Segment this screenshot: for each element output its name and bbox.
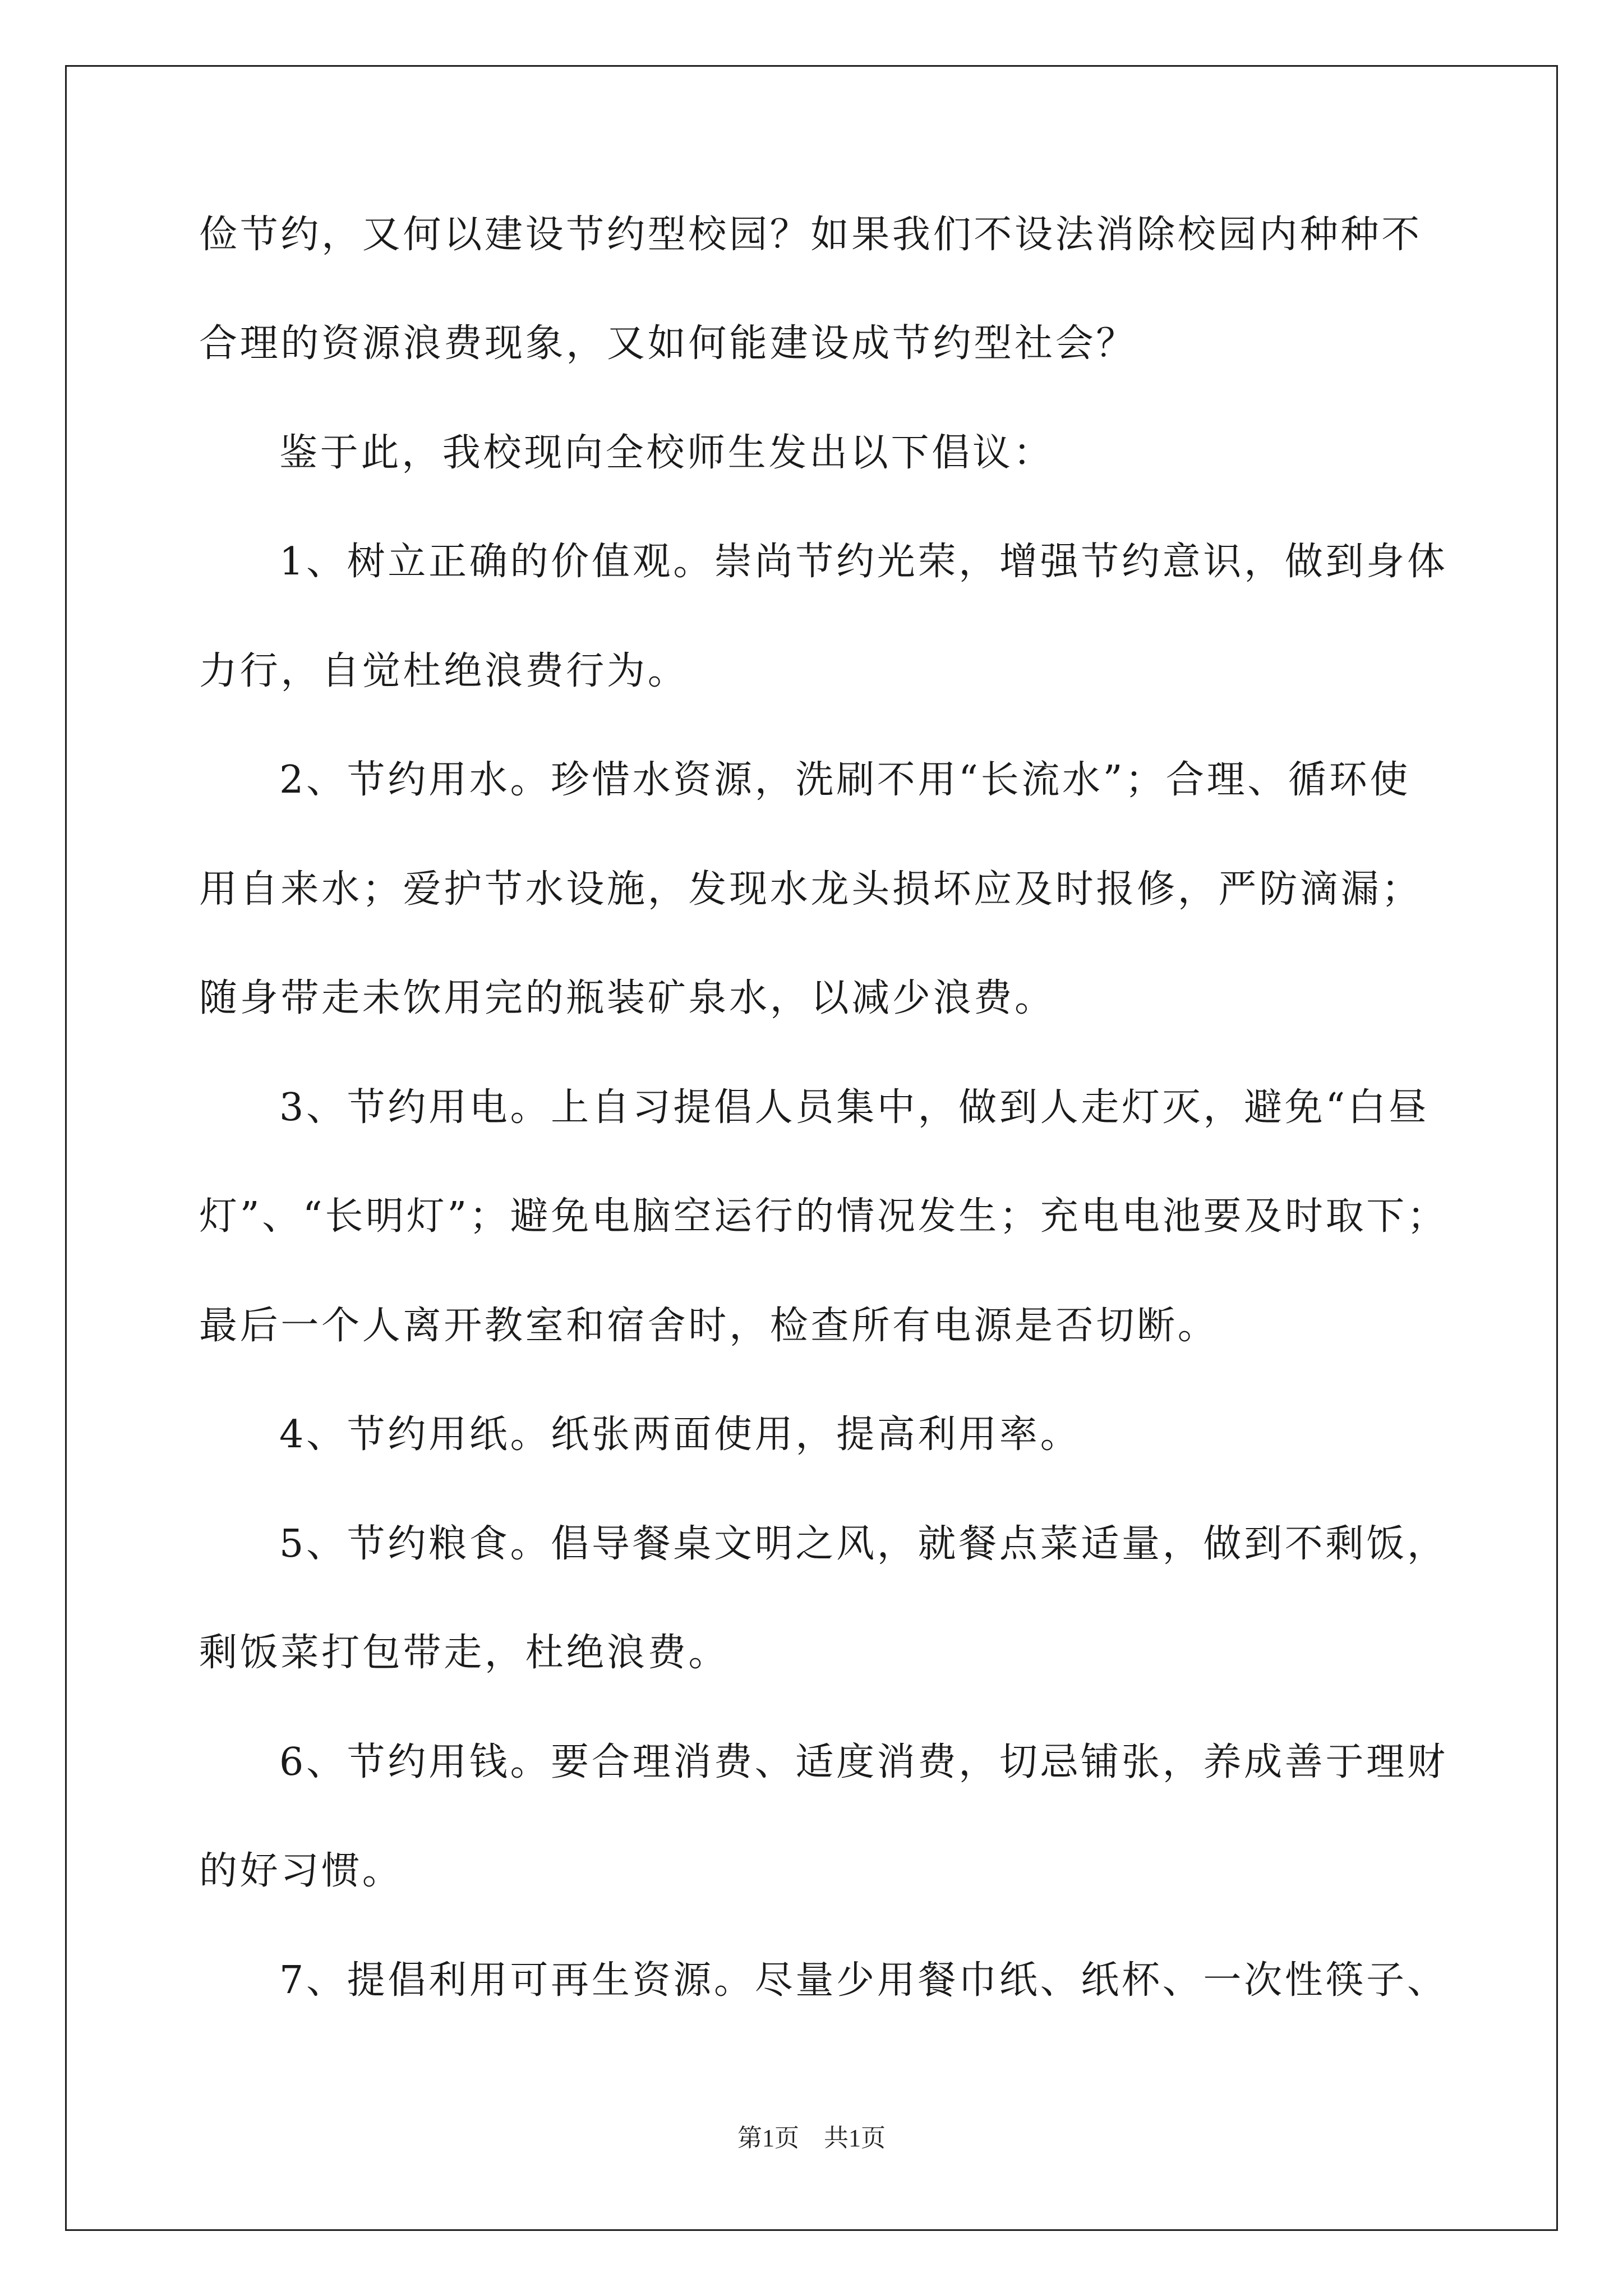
paragraph-start-line: 4、节约用纸。纸张两面使用，提高利用率。 bbox=[279, 1412, 1081, 1457]
text-line: 俭节约，又何以建设节约型校园？如果我们不设法消除校园内种种不 bbox=[199, 213, 1423, 257]
paragraph-start-line: 鉴于此，我校现向全校师生发出以下倡议： bbox=[279, 431, 1054, 475]
page-footer bbox=[0, 2126, 1623, 2151]
page-total: 共1页 bbox=[824, 2124, 886, 2152]
text-line: 合理的资源浪费现象，又如何能建设成节约型社会？ bbox=[199, 321, 1137, 366]
text-line: 力行，自觉杜绝浪费行为。 bbox=[199, 649, 689, 693]
paragraph-start-line: 7、提倡利用可再生资源。尽量少用餐巾纸、纸杯、一次性筷子、 bbox=[279, 1958, 1448, 2003]
paragraph-start-line: 2、节约用水。珍惜水资源，洗刷不用“长流水”；合理、循环使 bbox=[279, 758, 1411, 802]
text-line: 用自来水；爱护节水设施，发现水龙头损坏应及时报修，严防滴漏； bbox=[199, 867, 1423, 912]
page-border bbox=[65, 65, 1558, 2231]
paragraph-start-line: 6、节约用钱。要合理消费、适度消费，切忌铺张，养成善于理财 bbox=[279, 1740, 1448, 1784]
paragraph-start-line: 1、树立正确的价值观。崇尚节约光荣，增强节约意识，做到身体 bbox=[279, 540, 1448, 584]
text-line: 随身带走未饮用完的瓶装矿泉水，以减少浪费。 bbox=[199, 976, 1055, 1020]
text-line: 最后一个人离开教室和宿舍时，检查所有电源是否切断。 bbox=[199, 1304, 1219, 1348]
text-line: 灯”、“长明灯”；避免电脑空运行的情况发生；充电电池要及时取下； bbox=[199, 1194, 1448, 1239]
paragraph-start-line: 5、节约粮食。倡导餐桌文明之风，就餐点菜适量，做到不剩饭， bbox=[279, 1522, 1448, 1566]
text-line: 剩饭菜打包带走，杜绝浪费。 bbox=[199, 1631, 730, 1675]
page-number: 第1页 bbox=[737, 2124, 799, 2152]
text-line: 的好习惯。 bbox=[199, 1849, 403, 1893]
paragraph-start-line: 3、节约用电。上自习提倡人员集中，做到人走灯灭，避免“白昼 bbox=[279, 1085, 1430, 1130]
